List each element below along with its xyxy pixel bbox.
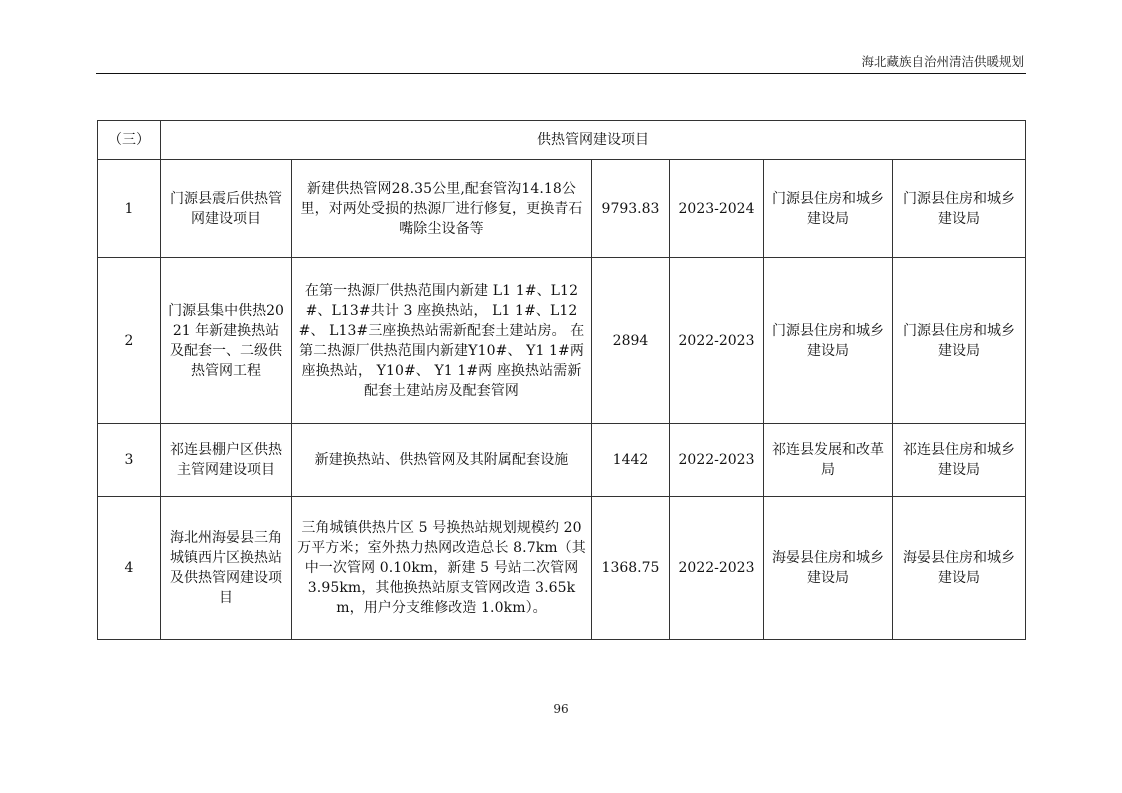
- project-period: 2022-2023: [670, 258, 764, 424]
- project-name: 门源县集中供热2021 年新建换热站及配套一、二级供热管网工程: [161, 258, 292, 424]
- responsible-unit: 门源县住房和城乡建设局: [893, 160, 1026, 258]
- project-content: 三角城镇供热片区 5 号换热站规划规模约 20 万平方米；室外热力热网改造总长 8.7km（其中一次管网 0.10km，新建 5 号站二次管网 3.95km，其他换热站原支管网改造 3.65km，用户分支维修改造 1.0km）。: [292, 497, 592, 640]
- page-number: 96: [553, 702, 569, 716]
- lead-unit: 门源县住房和城乡建设局: [764, 160, 893, 258]
- responsible-unit: 海晏县住房和城乡建设局: [893, 497, 1026, 640]
- project-content: 新建供热管网28.35公里,配套管沟14.18公里，对两处受损的热源厂进行修复，更换青石嘴除尘设备等: [292, 160, 592, 258]
- responsible-unit: 门源县住房和城乡建设局: [893, 258, 1026, 424]
- section-header-row: [98, 121, 1026, 160]
- section-index: （三）: [98, 121, 161, 160]
- lead-unit: 海晏县住房和城乡建设局: [764, 497, 893, 640]
- lead-unit: 祁连县发展和改革局: [764, 424, 893, 497]
- table-row: [98, 258, 1026, 424]
- project-table: [97, 120, 1026, 640]
- header-divider: [96, 73, 1026, 74]
- responsible-unit: 祁连县住房和城乡建设局: [893, 424, 1026, 497]
- document-header-title: 海北藏族自治州清洁供暖规划: [861, 54, 1024, 69]
- project-period: 2022-2023: [670, 497, 764, 640]
- project-name: 海北州海晏县三角城镇西片区换热站及供热管网建设项目: [161, 497, 292, 640]
- project-name: 门源县震后供热管网建设项目: [161, 160, 292, 258]
- project-investment: 9793.83: [592, 160, 670, 258]
- row-number: 1: [98, 160, 161, 258]
- table-row: [98, 497, 1026, 640]
- project-content: 新建换热站、供热管网及其附属配套设施: [292, 424, 592, 497]
- project-investment: 2894: [592, 258, 670, 424]
- row-number: 4: [98, 497, 161, 640]
- row-number: 2: [98, 258, 161, 424]
- row-number: 3: [98, 424, 161, 497]
- project-period: 2023-2024: [670, 160, 764, 258]
- project-investment: 1368.75: [592, 497, 670, 640]
- project-period: 2022-2023: [670, 424, 764, 497]
- table-row: [98, 160, 1026, 258]
- section-title: 供热管网建设项目: [161, 121, 1026, 160]
- project-content: 在第一热源厂供热范围内新建 L1 1#、L12#、L13#共计 3 座换热站， L1 1#、L12#、 L13#三座换热站需新配套土建站房。 在第二热源厂供热范围内新建Y10#、 Y1 1#两座换热站， Y10#、 Y1 1#两 座换热站需新配套土建站房及配套管网: [292, 258, 592, 424]
- project-name: 祁连县棚户区供热主管网建设项目: [161, 424, 292, 497]
- project-investment: 1442: [592, 424, 670, 497]
- table-row: [98, 424, 1026, 497]
- lead-unit: 门源县住房和城乡建设局: [764, 258, 893, 424]
